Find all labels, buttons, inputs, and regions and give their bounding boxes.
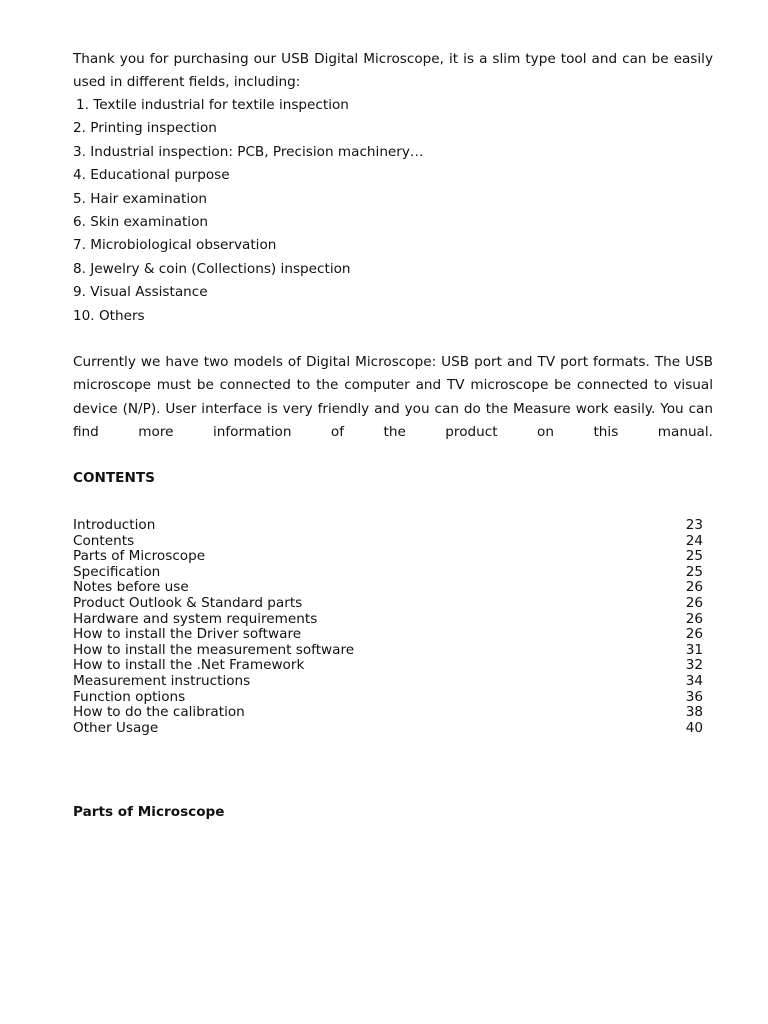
toc-page-number: 31 xyxy=(685,641,703,658)
toc-row xyxy=(73,705,703,721)
toc-label: Notes before use xyxy=(73,579,189,596)
toc-label: Measurement instructions xyxy=(73,672,251,689)
toc-row xyxy=(73,596,703,612)
toc-page-number: 26 xyxy=(685,626,703,643)
toc-page-number: 26 xyxy=(685,610,703,627)
toc-page-number: 32 xyxy=(685,657,703,674)
list-item: 9. Visual Assistance xyxy=(73,284,208,301)
toc-label: Introduction xyxy=(73,517,156,533)
toc-row xyxy=(73,627,703,643)
toc-page-number: 34 xyxy=(685,672,703,689)
toc-label: Other Usage xyxy=(73,719,159,736)
toc-page-number: 25 xyxy=(685,548,703,565)
toc-row xyxy=(73,643,703,659)
toc-label: Hardware and system requirements xyxy=(73,610,318,627)
toc-row xyxy=(73,549,703,565)
toc-row xyxy=(73,612,703,628)
toc-page-number: 25 xyxy=(685,563,703,580)
usage-list xyxy=(73,94,713,328)
contents-heading: CONTENTS xyxy=(73,470,155,486)
toc-label: Contents xyxy=(73,532,135,549)
list-item: 7. Microbiological observation xyxy=(73,237,277,254)
table-of-contents xyxy=(73,518,703,736)
toc-page-number: 26 xyxy=(685,579,703,596)
list-item: 1. Textile industrial for textile inspection xyxy=(76,97,349,113)
toc-row xyxy=(73,580,703,596)
list-item: 10. Others xyxy=(73,307,145,324)
toc-label: Specification xyxy=(73,563,161,580)
list-item: 8. Jewelry & coin (Collections) inspection xyxy=(73,260,351,277)
toc-page-number: 40 xyxy=(685,719,703,736)
toc-label: How to install the measurement software xyxy=(73,641,355,658)
toc-row xyxy=(73,674,703,690)
list-item: 6. Skin examination xyxy=(73,213,209,230)
intro-paragraph: Thank you for purchasing our USB Digital Microscope, it is a slim type tool and can be easily used in different fields, including: xyxy=(73,51,713,91)
list-item: 2. Printing inspection xyxy=(73,120,217,137)
toc-page-number: 23 xyxy=(685,517,703,533)
toc-row xyxy=(73,565,703,581)
toc-row xyxy=(73,690,703,706)
toc-label: Parts of Microscope xyxy=(73,548,206,565)
toc-row xyxy=(73,658,703,674)
toc-label: How to install the Driver software xyxy=(73,626,302,643)
toc-label: How to install the .Net Framework xyxy=(73,657,305,674)
toc-label: Product Outlook & Standard parts xyxy=(73,594,303,611)
list-item: 5. Hair examination xyxy=(73,190,208,207)
toc-page-number: 38 xyxy=(685,704,703,721)
toc-page-number: 36 xyxy=(685,688,703,705)
toc-page-number: 24 xyxy=(685,532,703,549)
parts-heading: Parts of Microscope xyxy=(73,804,225,820)
toc-row xyxy=(73,534,703,550)
toc-row xyxy=(73,721,703,737)
list-item: 3. Industrial inspection: PCB, Precision machinery… xyxy=(73,143,424,160)
toc-label: How to do the calibration xyxy=(73,704,245,721)
list-item: 4. Educational purpose xyxy=(73,167,230,184)
toc-row xyxy=(73,518,703,534)
toc-page-number: 26 xyxy=(685,594,703,611)
toc-label: Function options xyxy=(73,688,186,705)
models-paragraph: Currently we have two models of Digital Microscope: USB port and TV port formats. The USB microscope must be connected to the computer and TV microscope be connected to visual device (N/P). User interface is very friendly and you can do the Measure work easily. You can find more information of the product on this manual. xyxy=(73,354,713,441)
